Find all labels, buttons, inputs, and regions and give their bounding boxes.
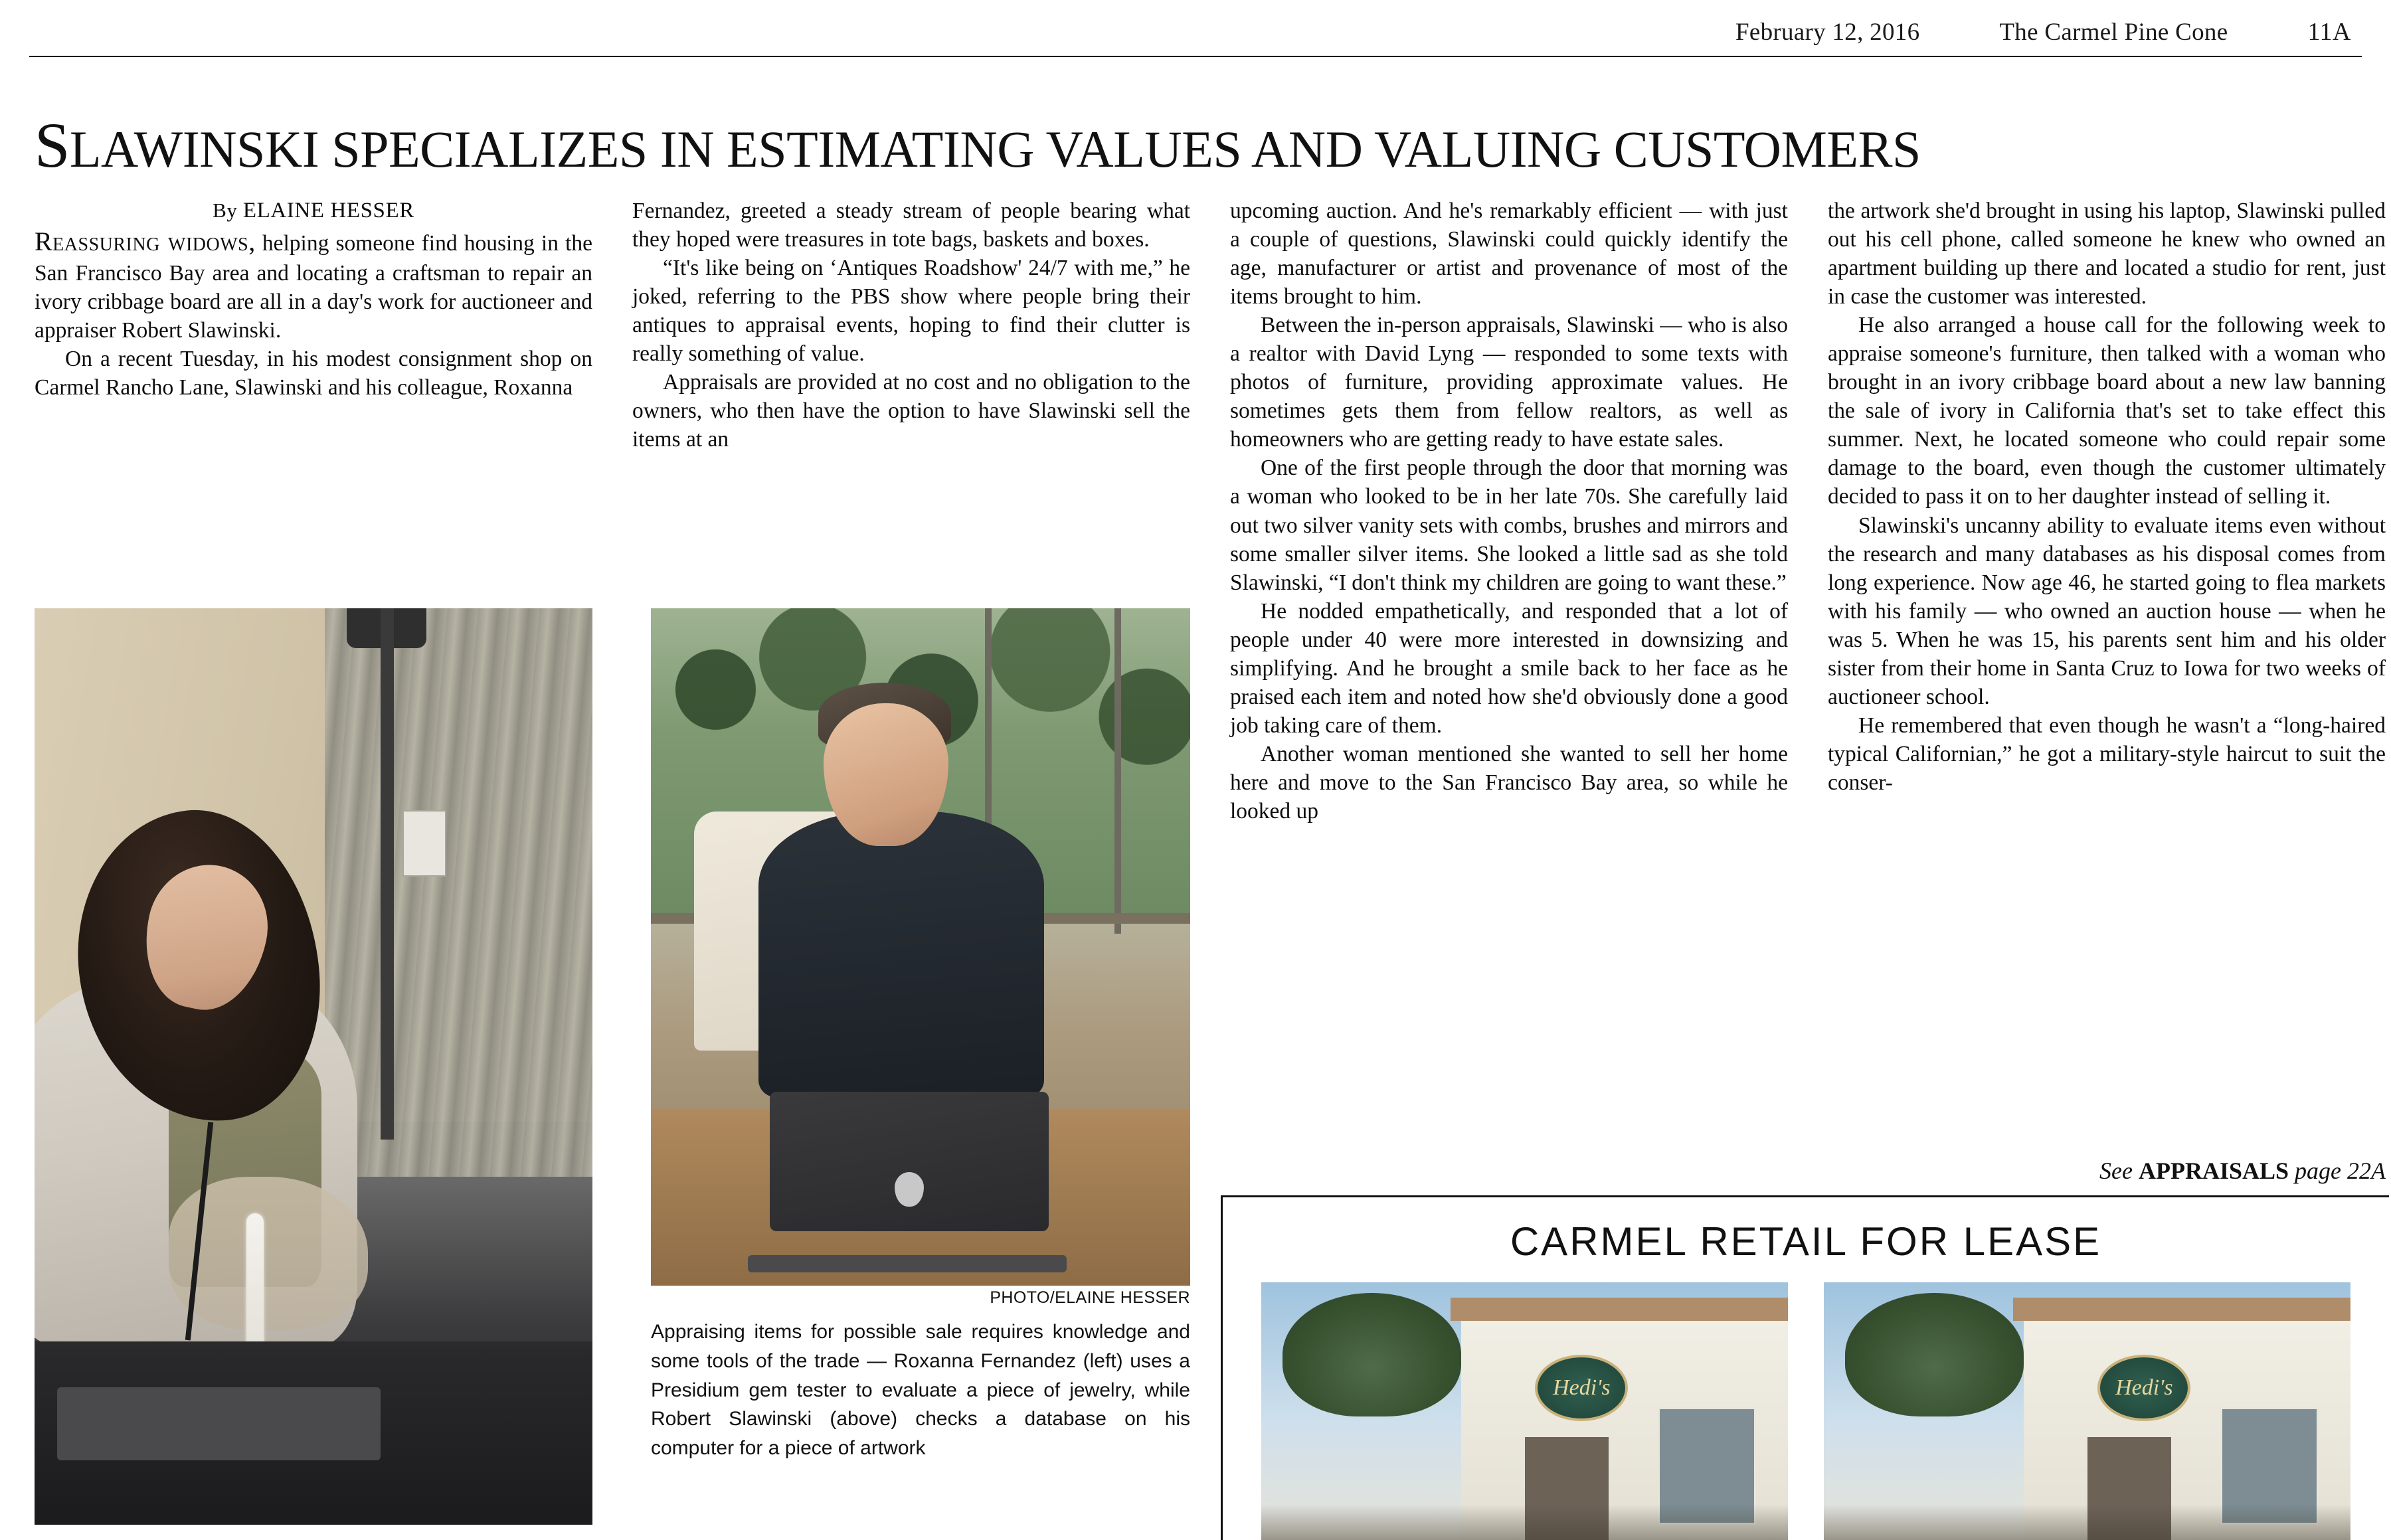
publication-name: The Carmel Pine Cone: [1999, 18, 2228, 46]
ad-shop-sign: Hedi's: [1535, 1355, 1628, 1421]
photo-curtain: [325, 608, 592, 1177]
paragraph: Appraisals are provided at no cost and no obligation to the owners, who then have the option to have Slawinski sell the items at an: [632, 370, 1190, 452]
ad-foreground-shadow: [1261, 1504, 1788, 1540]
photo-face: [824, 703, 948, 846]
paragraph: One of the first people through the door that morning was a woman who looked to be in her late 70s. She carefully laid out two silver vanity sets with combs, brushes and mirrors and some smaller silver items. She looked a little sad as she told Slawinski, “I don't think my children are going to want these.”: [1230, 456, 1788, 595]
paragraph: Slawinski's uncanny ability to evaluate items even without the research and many databases as his disposal comes from long experience. Now age 46, he started going to flea markets with his family — who owned an auction house — when he was 5. When he was 15, his parents sent him and his older sister from their home in Santa Cruz to Iowa for two weeks of auctioneer school.: [1828, 513, 2386, 709]
photo-caption: Appraising items for possible sale requires knowledge and some tools of the trade — Roxanna Fernandez (left) uses a Presidium gem tester to evaluate a piece of jewelry, while Robert Slawinski (above) checks a database on his computer for a piece of artwork: [651, 1321, 1190, 1460]
paragraph: Another woman mentioned she wanted to sell her home here and move to the San Francisco Bay area, so while he looked up: [1230, 741, 1788, 823]
ad-foreground-shadow: [1824, 1504, 2350, 1540]
photo-wall-panel: [402, 810, 446, 877]
photo-credit: PHOTO/ELAINE HESSER: [990, 1288, 1190, 1307]
paragraph: He nodded empathetically, and responded that a lot of people under 40 were more interested in downsizing and simplifying. And he brought a smile back to her face as he praised each item and noted how she'd obviously done a good job taking care of them.: [1230, 598, 1788, 738]
photo-window-mullion: [1114, 608, 1121, 934]
photo-shirt: [758, 812, 1044, 1097]
byline: [35, 197, 592, 224]
photo-laptop: [770, 1092, 1049, 1231]
ad-roof: [2013, 1298, 2350, 1321]
continuation-line: [1828, 1157, 2386, 1185]
page-number: 11A: [2307, 18, 2351, 46]
paragraph: the artwork she'd brought in using his laptop, Slawinski pulled out his cell phone, called someone he knew who owned an apartment building up there and located a studio for rent, just in case the customer was interested.: [1828, 199, 2386, 309]
paragraph: He remembered that even though he wasn't a “long-haired typical Californian,” he got a military-style haircut to suit the conser-: [1828, 713, 2386, 795]
lead-smallcaps: Reassuring widows,: [35, 226, 256, 257]
page-masthead: [40, 12, 2351, 52]
byline-author: ELAINE HESSER: [242, 199, 414, 222]
page-title: [35, 110, 2356, 181]
ad-tree: [1283, 1293, 1462, 1416]
advertisement[interactable]: [1221, 1195, 2389, 1540]
paragraph: [35, 224, 592, 345]
masthead-divider: [29, 56, 2362, 57]
photo-laptop-base: [748, 1255, 1067, 1272]
ad-photo-row: [1261, 1282, 2350, 1540]
article-column-3: [1230, 197, 1788, 825]
ad-roof: [1451, 1298, 1788, 1321]
article-column-1: [35, 197, 592, 402]
jump-see-label: See: [2099, 1157, 2139, 1184]
jump-page: page 22A: [2289, 1157, 2386, 1184]
lead-rest: helping someone find housing in the San Francisco Bay area and locating a craftsman to repair an ivory cribbage board are all in a day's work for auctioneer and appraiser Robert Slawinski.: [35, 231, 592, 343]
article-column-2: [632, 197, 1190, 454]
paragraph: Fernandez, greeted a steady stream of people bearing what they hoped were treasures in tote bags, baskets and boxes.: [632, 199, 1190, 252]
headline-initial: S: [35, 110, 70, 181]
byline-prefix: By: [213, 199, 243, 222]
paragraph: On a recent Tuesday, in his modest consignment shop on Carmel Rancho Lane, Slawinski and his colleague, Roxanna: [35, 346, 592, 400]
apple-logo-icon: [895, 1172, 924, 1207]
ad-tree: [1845, 1293, 2024, 1416]
article-column-4: [1828, 197, 2386, 797]
photo-lamp-pole: [381, 608, 394, 1140]
article-photo-left: [35, 608, 592, 1525]
headline-text: LAWINSKI SPECIALIZES IN ESTIMATING VALUES AND VALUING CUSTOMERS: [69, 120, 1921, 179]
ad-photo-right: [1824, 1282, 2350, 1540]
paragraph: Between the in-person appraisals, Slawinski — who is also a realtor with David Lyng — responded to some texts with photos of furniture, providing approximate values. He sometimes gets them from fellow realtors, as well as homeowners who are getting ready to have estate sales.: [1230, 313, 1788, 452]
photo-tabletop: [57, 1387, 381, 1460]
jump-target: APPRAISALS: [2138, 1157, 2289, 1184]
ad-headline: CARMEL RETAIL FOR LEASE: [1510, 1219, 2102, 1264]
paragraph: “It's like being on ‘Antiques Roadshow' 24/7 with me,” he joked, referring to the PBS show where people bring their antiques to appraisal events, hoping to find their clutter is really something of value.: [632, 256, 1190, 367]
paragraph: He also arranged a house call for the following week to appraise someone's furniture, then talked with a woman who brought in an ivory cribbage board about a new law banning the sale of ivory in California that's set to take effect this summer. Next, he located someone who could repair some damage to the board, even though the customer ultimately decided to pass it on to her daughter instead of selling it.: [1828, 313, 2386, 509]
issue-date: February 12, 2016: [1735, 18, 1920, 46]
ad-photo-left: [1261, 1282, 1788, 1540]
ad-shop-sign: Hedi's: [2097, 1355, 2190, 1421]
article-photo-right: [651, 608, 1190, 1286]
paragraph: upcoming auction. And he's remarkably efficient — with just a couple of questions, Slawinski could quickly identify the age, manufacturer or artist and provenance of most of the items brought to him.: [1230, 199, 1788, 309]
